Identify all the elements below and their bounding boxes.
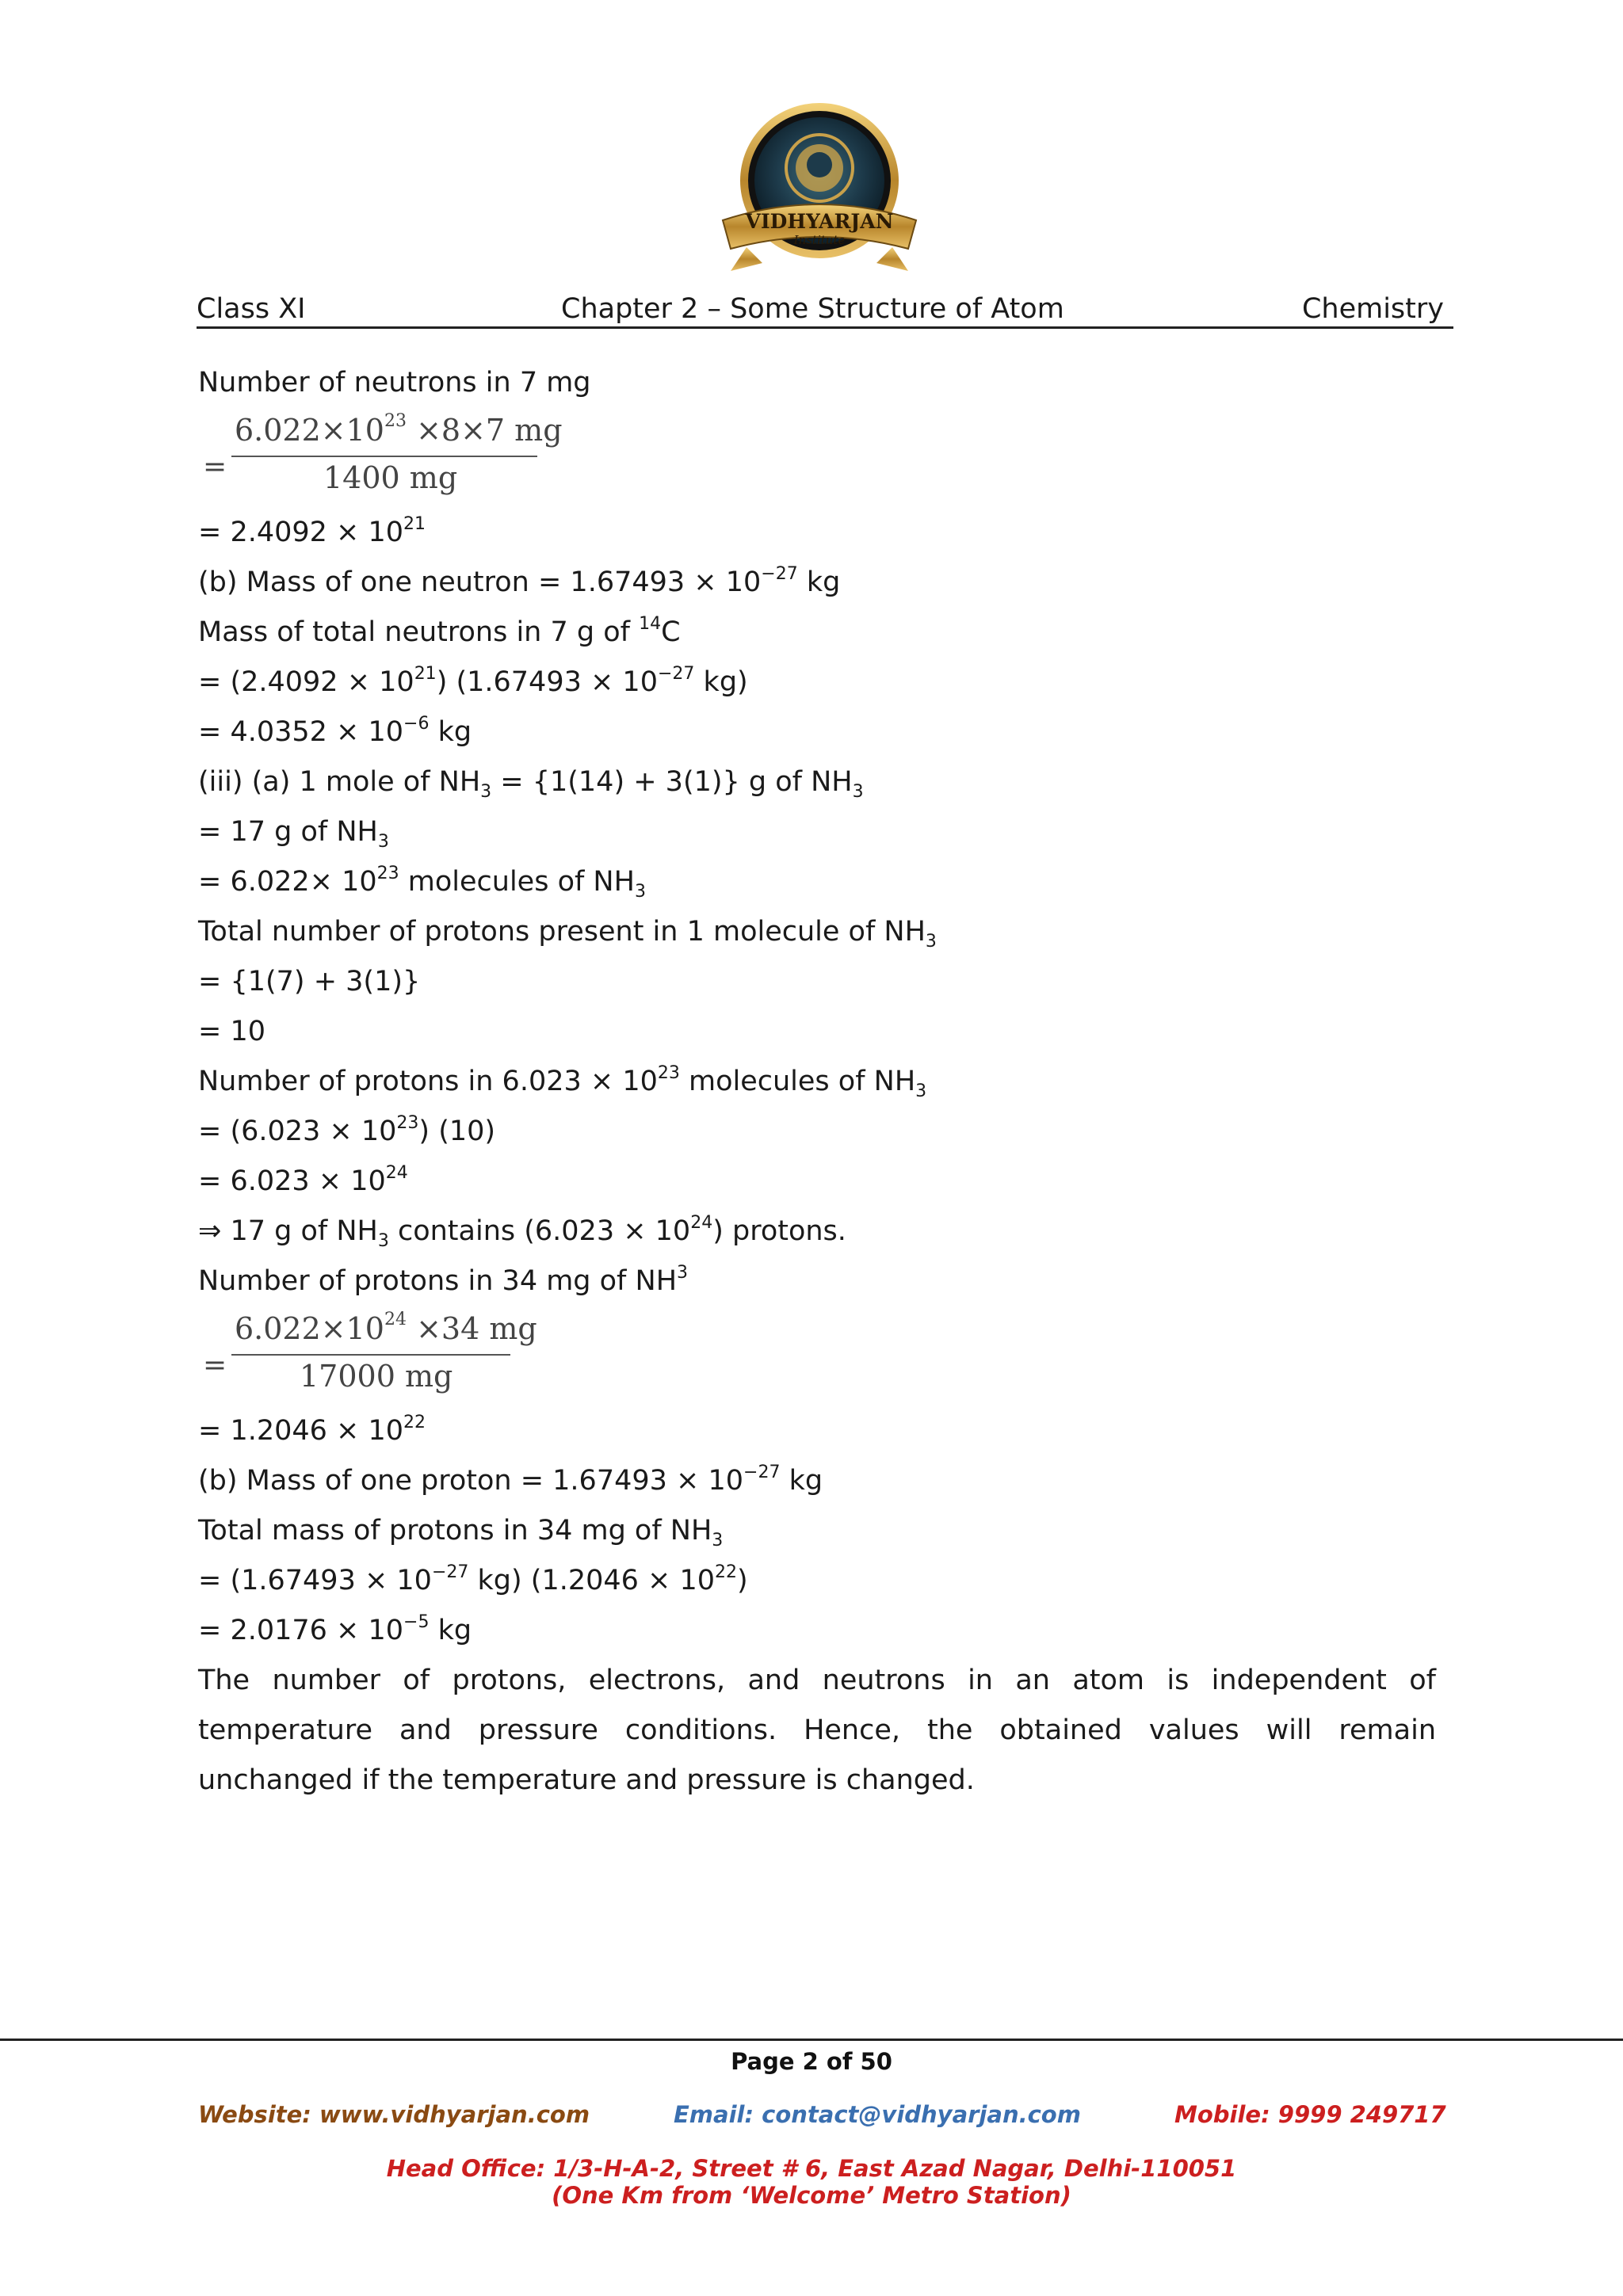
text-line: = $6.022\times 10^{23}$ molecules of $NH_3$	[198, 864, 646, 902]
fraction-denominator: 17000 mg	[300, 1359, 453, 1394]
fraction-bar	[231, 456, 537, 457]
text-line: Total mass of protons in 34 mg of $NH_3$	[198, 1515, 724, 1550]
equals-sign: =	[203, 451, 227, 483]
text-line: Number of protons in $6.023 \times 10^{23}$ molecules of $NH_3$	[198, 1063, 927, 1101]
text-line: Total number of protons present in 1 molecule of $NH_3$	[198, 916, 937, 952]
text-line: = $4.0352 \times 10^{-6}$ kg	[198, 714, 472, 748]
fraction-numerator: $6.022\times 10^{24} \times 34$ mg	[235, 1310, 537, 1346]
fraction-equation	[198, 408, 1436, 508]
footer-divider	[0, 2039, 1623, 2041]
fraction-bar	[231, 1354, 510, 1356]
solution-body	[198, 358, 1436, 1806]
text-line: = {1(7) + 3(1)}	[198, 966, 421, 997]
fraction-equation	[198, 1306, 1436, 1406]
text-line: = $(6.023 \times 10^{23})$ (10)	[198, 1113, 496, 1147]
svg-text:VIDHYARJAN: VIDHYARJAN	[745, 210, 894, 233]
text-line: = $2.4092 \times 10^{21}$	[198, 514, 426, 548]
page-number: Page 2 of 50	[731, 2048, 892, 2075]
text-line: = $(2.4092 \times 10^{21})$ ($1.67493 \times 10^{-27}$ kg)	[198, 664, 748, 698]
page-header	[197, 292, 1453, 329]
class-label: Class XI	[197, 293, 306, 325]
text-line: = 17 g of $NH_3$	[198, 816, 389, 852]
fraction-numerator: $6.022\times 10^{23} \times 8\times 7$ mg	[235, 411, 563, 448]
head-office-address: Head Office: 1/3-H-A-2, Street # 6, East Azad Nagar, Delhi-110051	[386, 2155, 1237, 2182]
svg-text:Institute: Institute	[793, 233, 846, 247]
text-line: ⇒ 17 g of $NH_3$ contains $(6.023 \times 10^{24})$ protons.	[198, 1213, 846, 1251]
chapter-title: Chapter 2 – Some Structure of Atom	[561, 293, 1064, 325]
equals-sign: =	[203, 1349, 227, 1382]
text-line: = $2.0176 \times 10^{-5}$ kg	[198, 1612, 472, 1646]
email-link[interactable]: Email: contact@vidhyarjan.com	[674, 2101, 1081, 2128]
fraction-denominator: 1400 mg	[323, 460, 458, 495]
conclusion-paragraph: The number of protons, electrons, and neutrons in an atom is independent of temperature and pressure conditions. Hence, the obtained values will remain unchanged if the temperature and pressure is changed.	[198, 1665, 1436, 1796]
text-line: = 10	[198, 1016, 265, 1047]
address-landmark: (One Km from ‘Welcome’ Metro Station)	[552, 2182, 1071, 2209]
text-line: = $1.2046 \times 10^{22}$	[198, 1413, 426, 1447]
text-line: Number of protons in 34 mg of $NH^3$	[198, 1263, 689, 1297]
mobile-number: Mobile: 9999 249717	[1174, 2101, 1446, 2128]
institute-logo	[715, 101, 924, 285]
text-line: (b) Mass of one neutron = $1.67493 \times 10^{-27}$ kg	[198, 564, 841, 598]
text-line: = ($1.67493 \times 10^{-27}$ kg) $(1.2046 \times 10^{22})$	[198, 1562, 748, 1596]
text-line: Mass of total neutrons in 7 g of $^{14}$C	[198, 614, 681, 648]
website-link[interactable]: Website: www.vidhyarjan.com	[198, 2101, 590, 2128]
text-line: Number of neutrons in 7 mg	[198, 367, 591, 399]
text-line: = $6.023 \times 10^{24}$	[198, 1163, 408, 1197]
subject-label: Chemistry	[1301, 293, 1444, 325]
text-line: (iii) (a) 1 mole of $NH_3 = \{1(14) + 3(1)\}$ g of $NH_3$	[198, 766, 864, 802]
text-line: (b) Mass of one proton = $1.67493 \times 10^{-27}$ kg	[198, 1463, 823, 1497]
